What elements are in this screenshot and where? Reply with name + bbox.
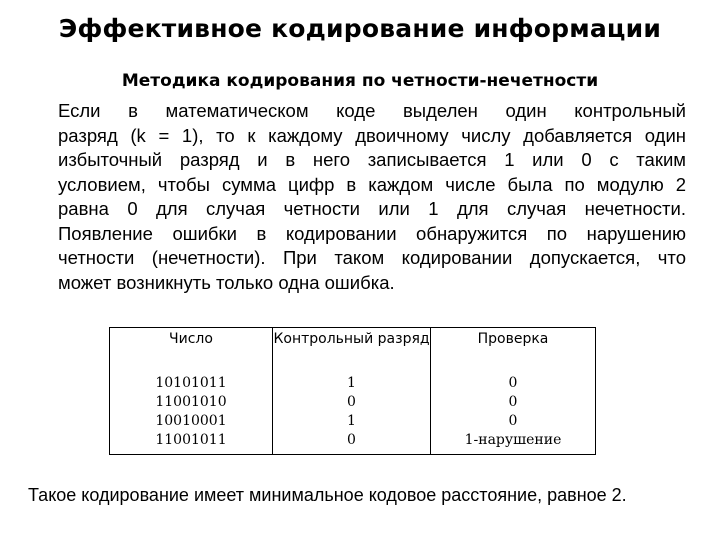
table-row [110,412,596,431]
slide-title: Эффективное кодирование информации [58,14,662,43]
paragraph-line: избыточный разряд и в него записывается 1 или 0 с таким [58,149,686,170]
section-subtitle: Методика кодирования по четности-нечетности [121,71,599,91]
body-paragraph [28,99,686,295]
cell-number: 11001011 [110,431,273,455]
paragraph-line: разряд (k = 1), то к каждому двоичному числу добавляется один [58,124,686,146]
cell-check: 1-нарушение [431,431,596,455]
header-control-bit: Контрольный разряд [273,328,431,375]
cell-number: 10101011 [110,374,273,393]
paragraph-line: четности (нечетности). При таком кодировании допускается, что [58,247,686,268]
parity-table [109,327,596,455]
header-check: Проверка [431,328,596,375]
paragraph-line: условием, чтобы сумма цифр в каждом числе была по модулю 2 [58,173,686,195]
header-number: Число [110,328,273,375]
table-header-row [110,328,596,375]
table-row [110,431,596,455]
cell-number: 10010001 [110,412,273,431]
table-row [110,374,596,393]
cell-check: 0 [431,374,596,393]
paragraph-line: Если в математическом коде выделен один контрольный [58,100,686,121]
table-row [110,393,596,412]
cell-number: 11001010 [110,393,273,412]
cell-control-bit: 1 [273,374,431,393]
cell-control-bit: 1 [273,412,431,431]
paragraph-line: Появление ошибки в кодировании обнаружится по нарушению [58,222,686,244]
cell-check: 0 [431,393,596,412]
cell-control-bit: 0 [273,393,431,412]
cell-check: 0 [431,412,596,431]
footer-note: Такое кодирование имеет минимальное кодовое расстояние, равное 2. [28,485,627,505]
paragraph-line: равна 0 для случая четности или 1 для случая нечетности. [58,198,686,219]
paragraph-line: может возникнуть только одна ошибка. [58,271,395,293]
cell-control-bit: 0 [273,431,431,455]
